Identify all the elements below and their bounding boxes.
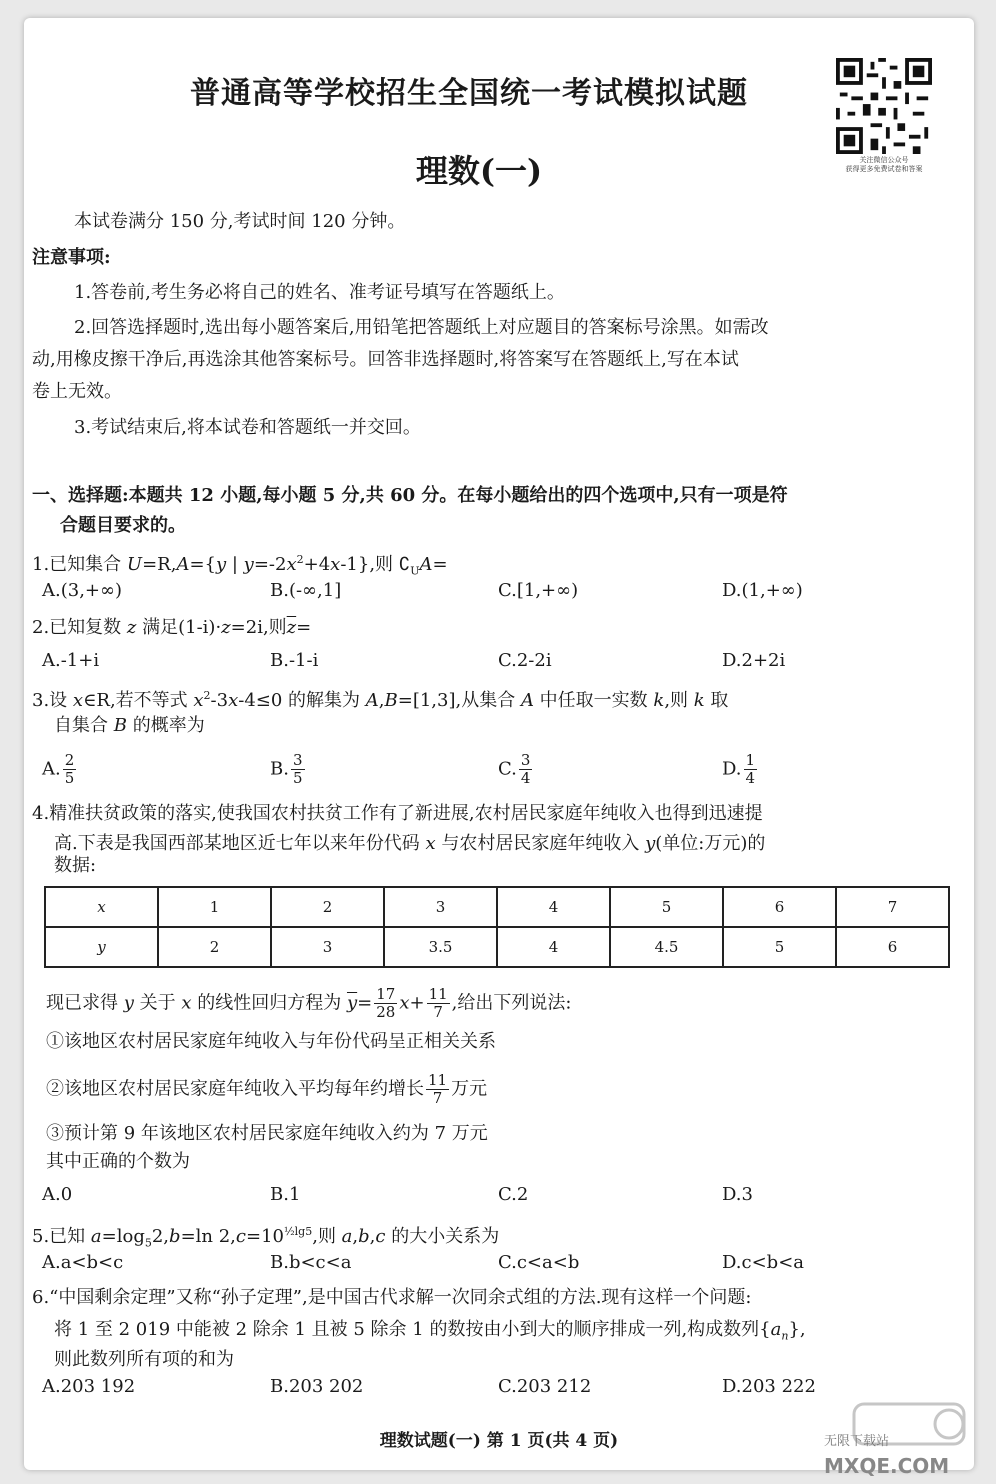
question-4-option-b: B.1 — [270, 1184, 301, 1205]
statement-2: ②该地区农村居民家庭年纯收入平均每年约增长 $\frac{11}{7}$ 万元 — [46, 1071, 488, 1107]
question-4-stem-line-2: 高.下表是我国西部某地区近七年以来年份代码 x 与农村居民家庭年纯收入 y(单位:万元)的 — [54, 833, 766, 854]
question-3-stem-line-1: 3.设 x∈R,若不等式 $x^2-3x-4\le 0$ 的解集为 A,B=[1,3],从集合 A 中任取一实数 k,则 k 取 — [32, 689, 729, 711]
statement-3: ③预计第 9 年该地区农村居民家庭年纯收入约为 7 万元 — [46, 1123, 488, 1144]
question-4-stem-line-1: 4.精准扶贫政策的落实,使我国农村扶贫工作有了新进展,农村居民家庭年纯收入也得到迅速提 — [32, 803, 763, 824]
question-3-stem-line-2: 自集合 B 的概率为 — [54, 715, 205, 736]
exam-page — [24, 18, 974, 1478]
question-4-ask: 其中正确的个数为 — [46, 1151, 190, 1172]
question-4-option-a: A.0 — [42, 1184, 73, 1205]
question-5-option-a: A.a<b<c — [42, 1252, 124, 1273]
question-1-option-a: A.(3,+∞) — [42, 580, 123, 601]
question-3-option-c: C. $\frac{3}{4}$ — [498, 751, 531, 787]
question-5-option-c: C.c<a<b — [498, 1252, 580, 1273]
qr-code-icon — [836, 58, 932, 154]
question-6-option-d: D.203 222 — [722, 1376, 816, 1397]
notice-item-3: 3.考试结束后,将本试卷和答题纸一并交回。 — [74, 417, 421, 438]
table-cell: 4 — [497, 927, 610, 967]
question-3-option-b: B. $\frac{3}{5}$ — [270, 751, 303, 787]
question-4-stem-line-3: 数据: — [54, 855, 97, 876]
question-2-option-c: C.2-2i — [498, 650, 552, 671]
notice-item-2-line-3: 卷上无效。 — [32, 381, 122, 402]
table-cell: 3 — [271, 927, 384, 967]
question-2-stem: 2.已知复数 z 满足(1-i)·z=2i,则$\overline{z}=$ — [32, 617, 312, 638]
regression-statement: 现已求得 y 关于 x 的线性回归方程为 $\overline{y}=$ $\frac{17}{28}$ x+ $\frac{11}{7}$ ,给出下列说法: — [46, 985, 572, 1021]
watermark-subtext: 无限下载站 — [824, 1434, 890, 1449]
data-table — [44, 886, 950, 968]
question-6-stem-line-2: 将 1 至 2 019 中能被 2 除余 1 且被 5 除余 1 的数按由小到大的顺序排成一列,构成数列$\{a_n\}$, — [54, 1319, 806, 1343]
question-5-option-d: D.c<b<a — [722, 1252, 805, 1273]
table-cell: 6 — [836, 927, 949, 967]
table-cell: 5 — [610, 887, 723, 927]
question-1-option-d: D.(1,+∞) — [722, 580, 803, 601]
notice-heading: 注意事项: — [32, 247, 111, 268]
question-6-stem-line-1: 6.“中国剩余定理”又称“孙子定理”,是中国古代求解一次同余式组的方法.现有这样一个问题: — [32, 1287, 752, 1308]
notice-item-2-line-2: 动,用橡皮擦干净后,再选涂其他答案标号。回答非选择题时,将答案写在答题纸上,写在本试 — [32, 349, 739, 370]
table-cell: 3.5 — [384, 927, 497, 967]
table-row-x — [45, 887, 949, 927]
question-6-stem-line-3: 则此数列所有项的和为 — [54, 1349, 234, 1370]
question-6-option-b: B.203 202 — [270, 1376, 364, 1397]
question-4-option-d: D.3 — [722, 1184, 753, 1205]
exam-subtitle: 理数(一) — [415, 152, 543, 190]
question-6-option-a: A.203 192 — [42, 1376, 136, 1397]
section-heading-line-1: 一、选择题:本题共 12 小题,每小题 5 分,共 60 分。在每小题给出的四个选项中,只有一项是符 — [32, 485, 788, 506]
table-cell: 2 — [158, 927, 271, 967]
table-cell: 4.5 — [610, 927, 723, 967]
question-6-option-c: C.203 212 — [498, 1376, 592, 1397]
table-cell: 7 — [836, 887, 949, 927]
question-2-option-d: D.2+2i — [722, 650, 786, 671]
question-1-stem: 1.已知集合 U=R,A={y | $y=-2x^2+4x-1$},则 $∁_UA=$ — [32, 553, 448, 578]
question-3-option-a: A. $\frac{2}{5}$ — [42, 751, 75, 787]
watermark-text: MXQE.COM — [824, 1454, 950, 1478]
notice-item-1: 1.答卷前,考生务必将自己的姓名、准考证号填写在答题纸上。 — [74, 282, 565, 303]
table-cell: 5 — [723, 927, 836, 967]
question-2-option-b: B.-1-i — [270, 650, 319, 671]
question-1-option-c: C.[1,+∞) — [498, 580, 579, 601]
question-4-option-c: C.2 — [498, 1184, 529, 1205]
table-row-y — [45, 927, 949, 967]
exam-intro: 本试卷满分 150 分,考试时间 120 分钟。 — [74, 211, 406, 232]
statement-1: ①该地区农村居民家庭年纯收入与年份代码呈正相关关系 — [46, 1031, 496, 1052]
table-cell: 1 — [158, 887, 271, 927]
table-cell: 3 — [384, 887, 497, 927]
section-heading-line-2: 合题目要求的。 — [60, 515, 186, 536]
question-5-stem: 5.已知 $a=\log_52,b=\ln$ $2,c=10^{\frac{1}{2}lg5}$,则 a,b,c 的大小关系为 — [32, 1225, 500, 1250]
question-1-option-b: B.(-∞,1] — [270, 580, 342, 601]
question-2-option-a: A.-1+i — [42, 650, 100, 671]
table-cell: 6 — [723, 887, 836, 927]
page-footer: 理数试题(一) 第 1 页(共 4 页) — [379, 1431, 619, 1451]
table-row-header-y: y — [45, 927, 158, 967]
qr-caption: 关注微信公众号 获得更多免费试卷和答案 — [845, 156, 923, 173]
exam-title: 普通高等学校招生全国统一考试模拟试题 — [190, 76, 748, 111]
question-5-option-b: B.b<c<a — [270, 1252, 352, 1273]
table-cell: 4 — [497, 887, 610, 927]
notice-item-2-line-1: 2.回答选择题时,选出每小题答案后,用铅笔把答题纸上对应题目的答案标号涂黑。如需改 — [74, 317, 769, 338]
table-cell: 2 — [271, 887, 384, 927]
question-3-option-d: D. $\frac{1}{4}$ — [722, 751, 756, 787]
table-row-header-x: x — [45, 887, 158, 927]
